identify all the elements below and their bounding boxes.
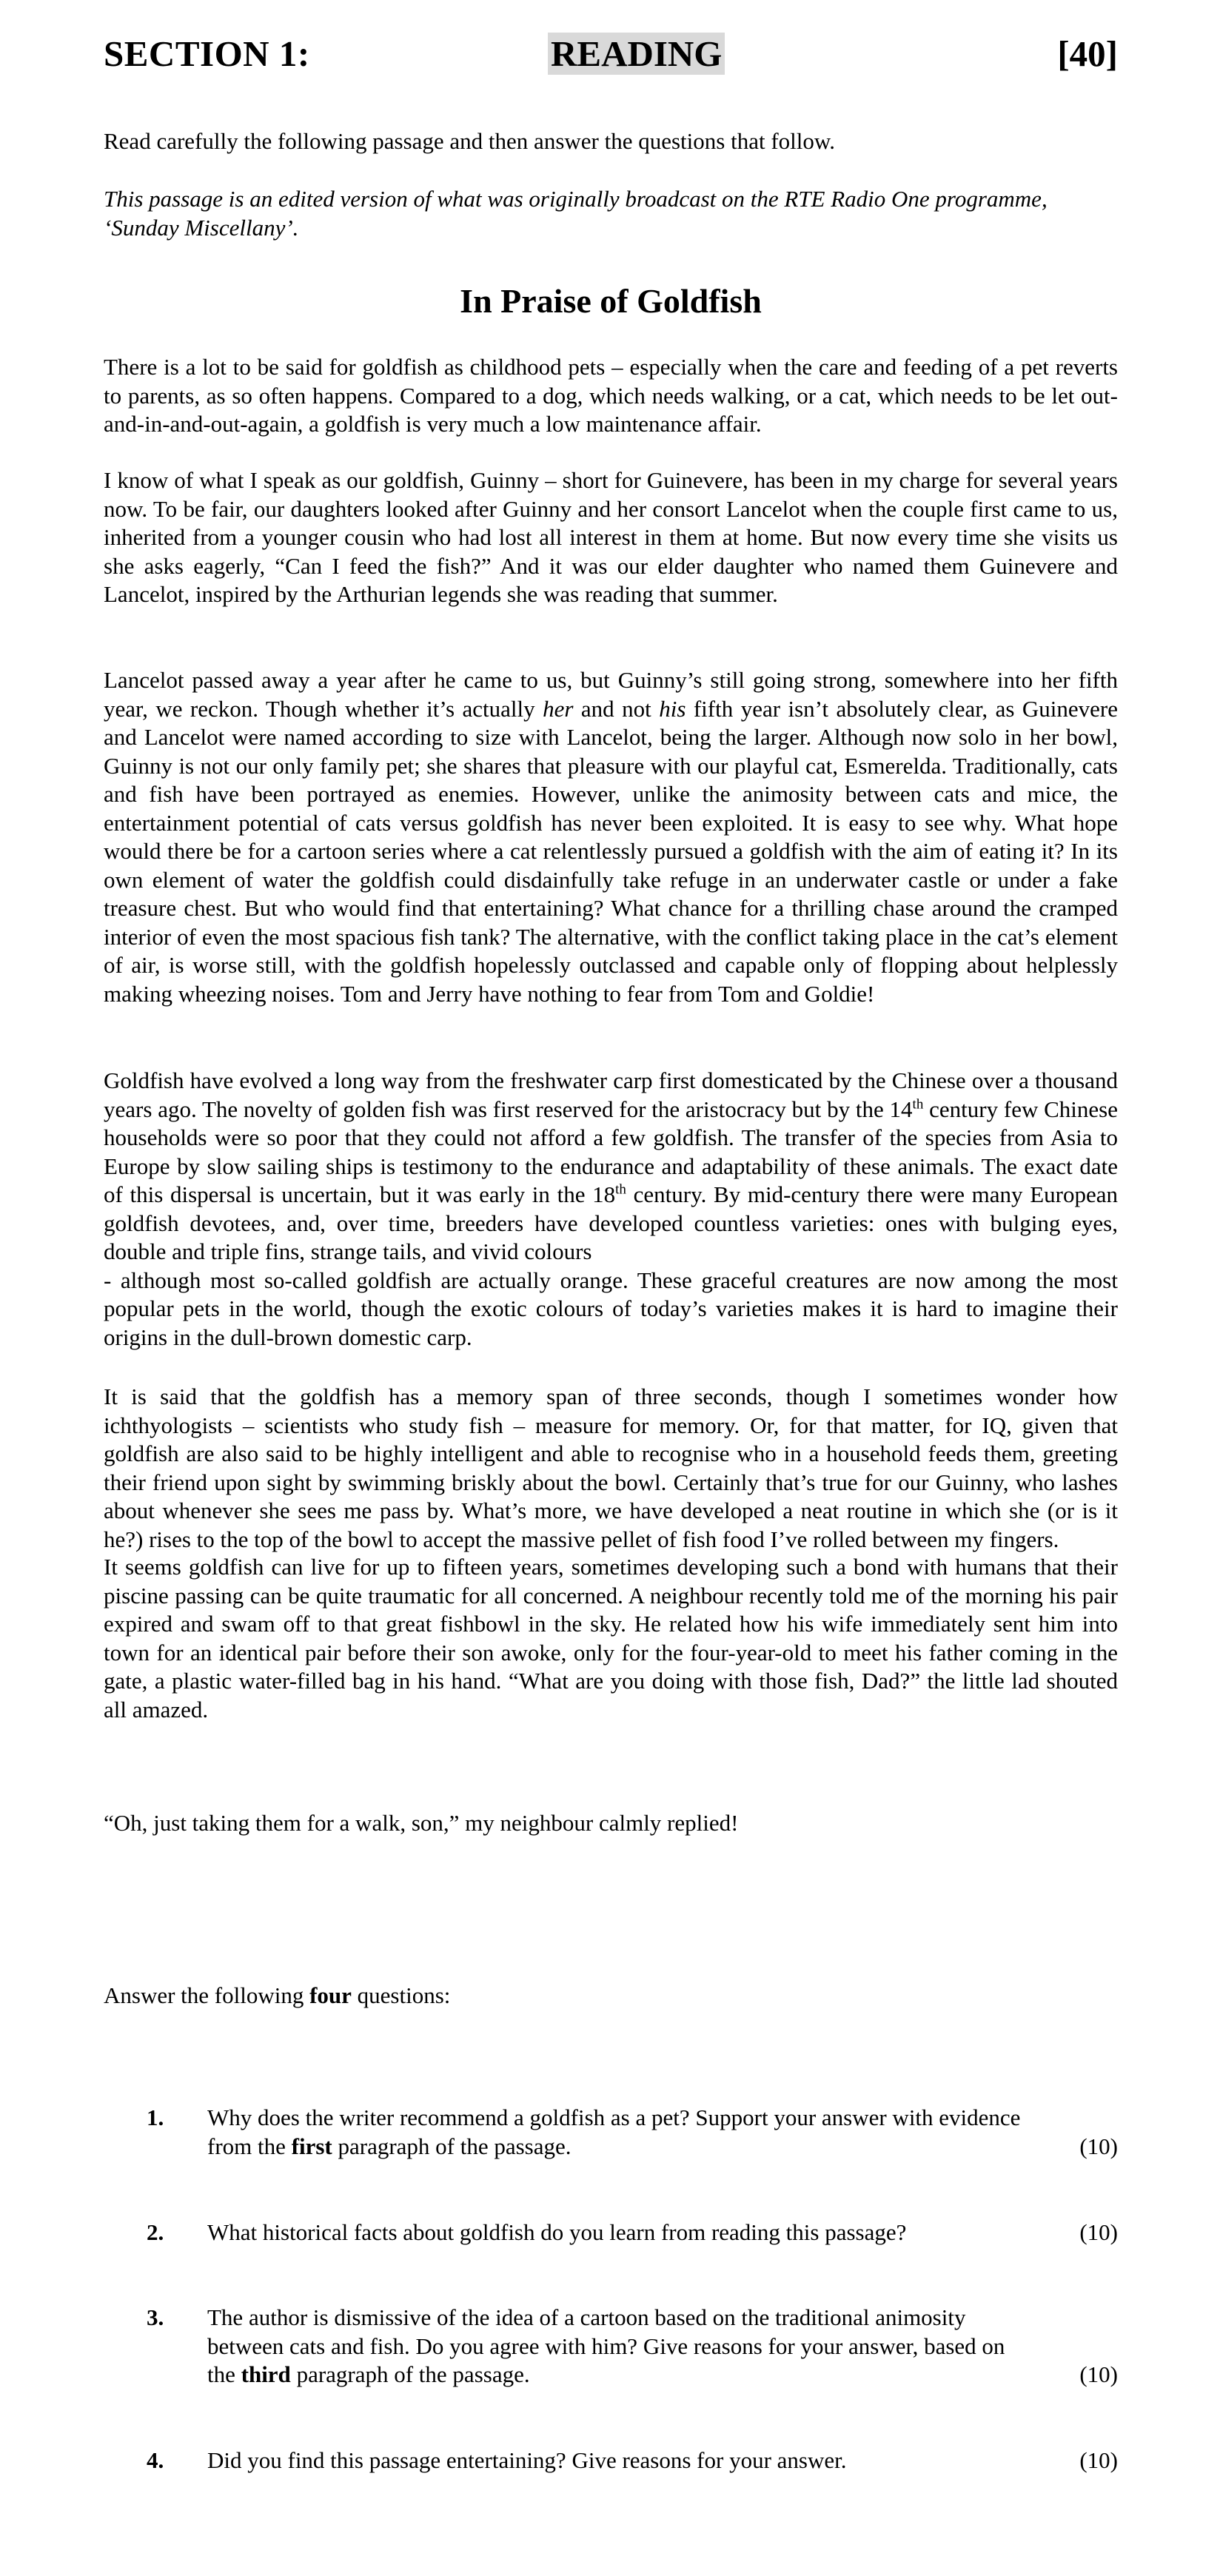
question-text-part: the <box>207 2361 241 2387</box>
question-line: Why does the writer recommend a goldfish as a pet? Support your answer with evidence <box>207 2104 1021 2130</box>
question-line <box>207 2361 1059 2389</box>
question-text <box>207 2104 1059 2161</box>
paragraph-7: “Oh, just taking them for a walk, son,” my neighbour calmly replied! <box>104 1810 739 1836</box>
question-text <box>207 2304 1059 2389</box>
paragraph-4-part-d: - although most so-called goldfish are actually orange. These graceful creatures are now among the most popular pets in the world, though the exotic colours of today’s varieties makes it is hard to imagine their origins in the dull-brown domestic carp. <box>104 1267 1118 1350</box>
paragraph-2: I know of what I speak as our goldfish, Guinny – short for Guinevere, has been in my charge for several years now. To be fair, our daughters looked after Guinny and her consort Lancelot when the couple first came to us, inherited from a younger cousin who had lost all interest in them at home. But now every time she visits us she asks eagerly, “Can I feed the fish?” And it was our elder daughter who named them Guinevere and Lancelot, inspired by the Arthurian legends she was reading that summer. <box>104 467 1118 607</box>
answer-instruction-after: questions: <box>351 1982 451 2008</box>
question-number: 3. <box>147 2304 164 2330</box>
section-marks: [40] <box>1057 33 1118 74</box>
question-text-part: paragraph of the passage. <box>290 2361 530 2387</box>
source-note: This passage is an edited version of what was originally broadcast on the RTE Radio One programme, ‘Sunday Miscellany’. <box>104 186 1048 241</box>
answer-instruction-before: Answer the following <box>104 1982 310 2008</box>
paragraph-4-part-b: century few Chinese households were so poor that they could not afford a few goldfish. The transfer of the species from Asia to Europe by slow sailing ships is testimony to the endurance and adaptability of these animals. The exact date of this dispersal is uncertain, but it was early in the 18 <box>104 1096 1119 1207</box>
answer-instruction-bold: four <box>309 1982 352 2008</box>
answer-instruction <box>104 1982 1118 2010</box>
question-text-part: from the <box>207 2133 292 2159</box>
passage-title: In Praise of Goldfish <box>460 282 762 320</box>
question-text-bold: third <box>241 2361 291 2387</box>
instruction-text: Read carefully the following passage and then answer the questions that follow. <box>104 128 835 154</box>
question-text-part: paragraph of the passage. <box>332 2133 572 2159</box>
paragraph-6: It seems goldfish can live for up to fifteen years, sometimes developing such a bond with humans that their piscine passing can be quite traumatic for all concerned. A neighbour recently told me of the morning his pair expired and swam off to that great fishbowl in the sky. He related how his wife immediately sent him into town for an identical pair before their son awoke, only for the four-year-old to meet his father coming in the gate, a plastic water-filled bag in his hand. “What are you doing with those fish, Dad?” the little lad shouted all amazed. <box>104 1554 1118 1723</box>
question-marks: (10) <box>1079 2133 1118 2159</box>
paragraph-1: There is a lot to be said for goldfish as childhood pets – especially when the care and feeding of a pet reverts to parents, as so often happens. Compared to a dog, which needs walking, or a cat, which needs to be let out-and-in-and-out-again, a goldfish is very much a low maintenance affair. <box>104 354 1118 437</box>
question-number: 1. <box>147 2104 164 2130</box>
paragraph-5: It is said that the goldfish has a memory span of three seconds, though I sometimes wonder how ichthyologists – scientists who study fish – measure for memory. Or, for that matter, for IQ, given that goldfish are also said to be highly intelligent and able to recognise who in a household feeds them, greeting their friend upon sight by swimming briskly about the bowl. Certainly that’s true for our Guinny, who lashes about whenever she sees me pass by. What’s more, we have developed a neat routine in which she (or is it he?) rises to the top of the bowl to accept the massive pellet of fish food I’ve rolled between my fingers. <box>104 1383 1118 1552</box>
question-text-bold: first <box>291 2133 332 2159</box>
paragraph-3-his: his <box>659 695 686 722</box>
paragraph-3-her: her <box>543 695 574 722</box>
paragraph-3 <box>104 666 1118 1008</box>
question-marks: (10) <box>1079 2447 1118 2473</box>
section-number: SECTION 1: <box>104 33 310 74</box>
question-text: Did you find this passage entertaining? Give reasons for your answer. <box>207 2447 847 2473</box>
paragraph-4-sup-2: th <box>615 1181 626 1198</box>
question-marks: (10) <box>1079 2361 1118 2387</box>
paragraph-4-part-a: Goldfish have evolved a long way from the freshwater carp first domesticated by the Chinese over a thousand years ago. The novelty of golden fish was first reserved for the aristocracy but by the 14 <box>104 1067 1118 1122</box>
question-marks: (10) <box>1079 2219 1118 2245</box>
question-number: 2. <box>147 2219 164 2245</box>
question-text: What historical facts about goldfish do you learn from reading this passage? <box>207 2219 907 2245</box>
question-line: between cats and fish. Do you agree with him? Give reasons for your answer, based on <box>207 2332 1005 2359</box>
paragraph-3-part-c: fifth year isn’t absolutely clear, as Guinevere and Lancelot were named according to size with Lancelot, being the larger. Although now solo in her bowl, Guinny is not our only family pet; she shares that pleasure with our playful cat, Esmerelda. Traditionally, cats and fish have been portrayed as enemies. However, unlike the animosity between cats and mice, the entertainment potential of cats versus goldfish has never been exploited. It is easy to see why. What hope would there be for a cartoon series where a cat relentlessly pursued a goldfish with the aim of eating it? In its own element of water the goldfish could disdainfully take refuge in an underwater castle or under a fake treasure chest. But who would find that entertaining? What chance for a thrilling chase around the cramped interior of even the most spacious fish tank? The alternative, with the conflict taking place in the cat’s element of air, is worse still, with the goldfish hopelessly outclassed and capable only of flopping about helplessly making wheezing noises. Tom and Jerry have nothing to fear from Tom and Goldie! <box>104 695 1118 1007</box>
paragraph-4 <box>104 1067 1118 1352</box>
question-number: 4. <box>147 2447 164 2473</box>
question-line: The author is dismissive of the idea of a cartoon based on the traditional animosity <box>207 2304 966 2330</box>
paragraph-3-part-a: Lancelot passed away a year after he came to us, but Guinny’s still going strong, somewhere into her fifth year, we reckon. Though whether it’s actually <box>104 667 1118 722</box>
section-title: READING <box>548 33 725 75</box>
paragraph-4-part-c: century. By mid-century there were many European goldfish devotees, and, over time, breeders have developed countless varieties: ones with bulging eyes, double and triple fins, strange tails, and vivid colours <box>104 1181 1118 1264</box>
paragraph-3-part-b: and not <box>573 695 660 722</box>
section-header <box>104 33 1118 84</box>
paragraph-4-sup-1: th <box>912 1096 924 1113</box>
question-line <box>207 2133 1059 2161</box>
